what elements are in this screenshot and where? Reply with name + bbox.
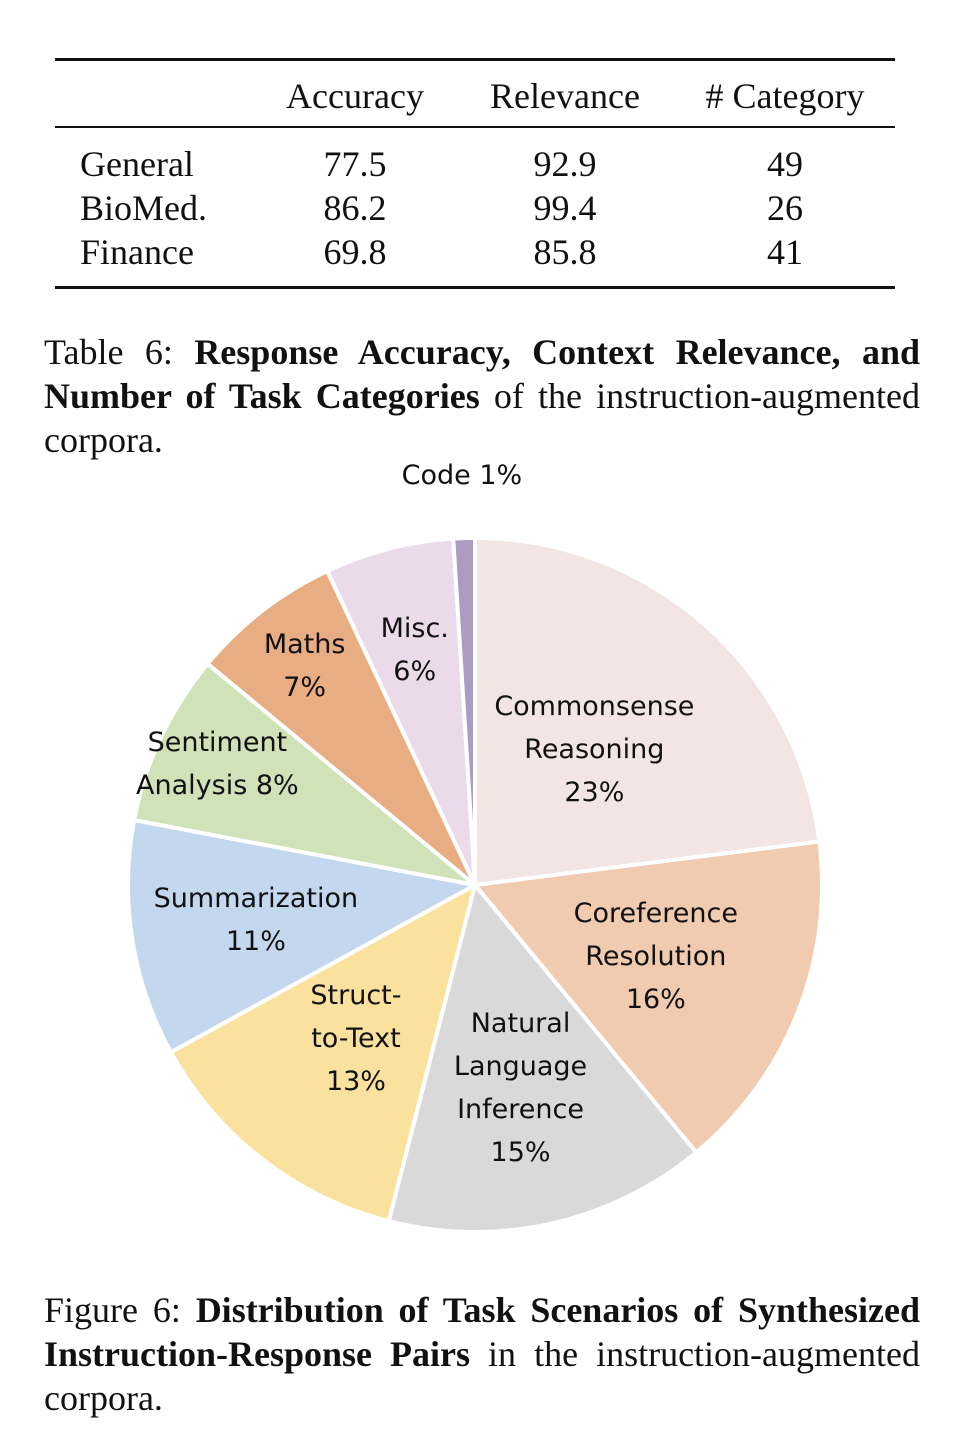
- slice-label-line: 7%: [283, 671, 327, 703]
- slice-label-line: Summarization: [153, 882, 359, 914]
- slice-label-line: 16%: [625, 984, 686, 1016]
- cell-relevance: 99.4: [533, 188, 597, 228]
- row-label: Finance: [80, 232, 194, 272]
- slice-label-line: Resolution: [585, 941, 727, 973]
- slice-label: [381, 607, 449, 693]
- slice-label: [136, 721, 299, 807]
- slice-label-line: 13%: [325, 1066, 386, 1098]
- cell-accuracy: 86.2: [323, 188, 387, 228]
- table-caption-prefix: Table 6:: [44, 332, 195, 372]
- slice-label: [310, 974, 401, 1103]
- figure-caption-title: Distribution of Task Scenarios of Synthesized Instruction-Response Pairs: [44, 1290, 921, 1374]
- slice-label-line: Language: [453, 1051, 588, 1083]
- pie-chart: [0, 460, 966, 1270]
- table-caption: [44, 330, 920, 462]
- cell-category: 41: [767, 232, 803, 272]
- slice-label-line: Sentiment: [147, 726, 288, 758]
- slice-label-line: 6%: [393, 655, 437, 687]
- table-top-rule: [55, 58, 895, 61]
- slice-label-line: Coreference: [573, 898, 738, 930]
- slice-label-line: 11%: [225, 925, 286, 957]
- figure-caption-prefix: Figure 6:: [44, 1290, 196, 1330]
- table-caption-text: of the instruction-augmented corpora.: [44, 376, 920, 460]
- column-header-category: # Category: [705, 76, 865, 116]
- cell-category: 26: [767, 188, 803, 228]
- cell-relevance: 92.9: [533, 144, 597, 184]
- slice-label-line: 15%: [490, 1137, 551, 1169]
- cell-accuracy: 69.8: [323, 232, 387, 272]
- cell-accuracy: 77.5: [323, 144, 387, 184]
- slice-label-line: Analysis 8%: [136, 769, 299, 801]
- slice-label-line: Code 1%: [401, 460, 523, 492]
- slice-label: [574, 892, 738, 1021]
- slice-label-line: Natural: [470, 1008, 571, 1040]
- column-header-accuracy: Accuracy: [286, 76, 424, 116]
- row-label: BioMed.: [80, 188, 208, 228]
- results-table: [55, 58, 895, 290]
- slice-label: [264, 623, 346, 709]
- table-header-rule: [55, 126, 895, 128]
- cell-category: 49: [767, 144, 803, 184]
- table-bottom-rule: [55, 286, 895, 289]
- slice-label-line: Struct-: [310, 980, 402, 1012]
- column-header-relevance: Relevance: [490, 76, 640, 116]
- cell-relevance: 85.8: [533, 232, 597, 272]
- slice-label: [494, 685, 694, 814]
- figure-caption: [44, 1288, 920, 1420]
- slice-label: [454, 1002, 587, 1174]
- table-caption-title: Response Accuracy, Context Relevance, and Number of Task Categories: [44, 332, 920, 416]
- slice-label-line: Maths: [263, 628, 346, 660]
- slice-label-line: 23%: [564, 777, 625, 809]
- row-label: General: [80, 144, 194, 184]
- slice-label-line: Reasoning: [524, 734, 665, 766]
- figure-caption-text: in the instruction-augmented corpora.: [44, 1334, 920, 1418]
- slice-label: [402, 454, 523, 497]
- slice-label-line: to-Text: [311, 1023, 401, 1055]
- slice-label-line: Misc.: [380, 612, 449, 644]
- slice-label-line: Commonsense: [494, 691, 695, 723]
- slice-label-line: Inference: [457, 1094, 584, 1126]
- slice-label: [154, 877, 358, 963]
